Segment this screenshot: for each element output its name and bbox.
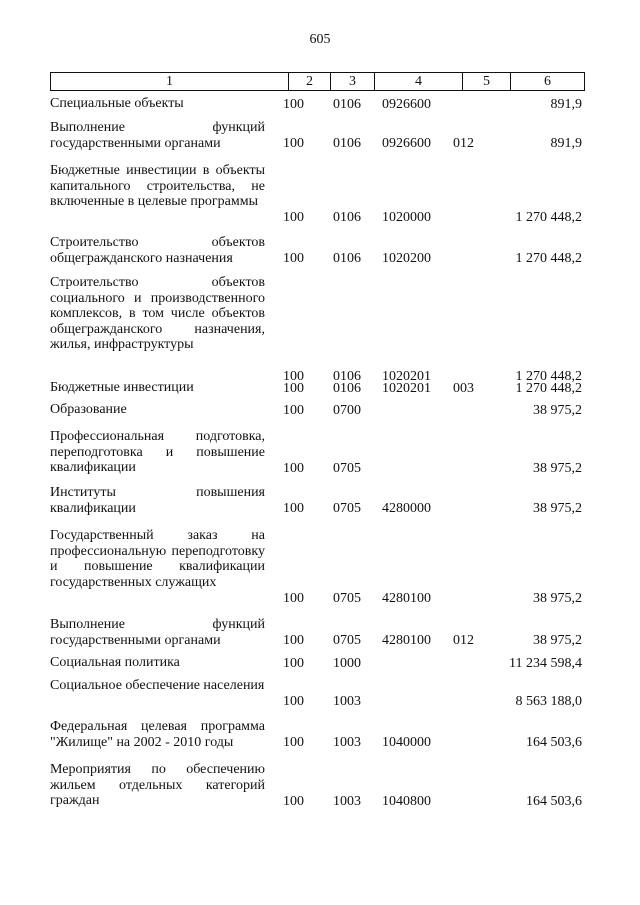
table-row (0, 380, 640, 396)
row-col-2: 100 (283, 250, 304, 266)
row-col-2: 100 (283, 632, 304, 648)
row-col-4: 1020201 (382, 380, 431, 396)
row-col-3: 0705 (333, 590, 361, 606)
row-col-6: 164 503,6 (526, 734, 582, 750)
row-col-3: 0705 (333, 632, 361, 648)
row-col-6: 38 975,2 (533, 460, 582, 476)
row-col-6: 1 270 448,2 (515, 250, 582, 266)
row-col-2: 100 (283, 402, 304, 418)
row-col-5: 012 (453, 632, 474, 648)
row-name: Институты повышения квалификации (50, 485, 265, 516)
header-col-3: 3 (349, 74, 356, 89)
row-col-3: 0106 (333, 209, 361, 225)
row-col-4: 4280100 (382, 590, 431, 606)
row-col-2: 100 (283, 380, 304, 396)
table-row (0, 163, 640, 225)
row-col-2: 100 (283, 96, 304, 112)
row-name: Выполнение функций государственными органами (50, 617, 265, 648)
row-col-4: 0926600 (382, 96, 431, 112)
row-col-3: 0106 (333, 380, 361, 396)
row-col-6: 164 503,6 (526, 793, 582, 809)
table-row (0, 528, 640, 606)
row-col-4: 4280000 (382, 500, 431, 516)
row-name: Специальные объекты (50, 96, 184, 111)
row-name: Государственный заказ на профессиональную переподготовку и повышение квалификации государственных служащих (50, 528, 265, 590)
row-name: Мероприятия по обеспечению жильем отдельных категорий граждан (50, 762, 265, 808)
row-col-2: 100 (283, 209, 304, 225)
row-col-4: 4280100 (382, 632, 431, 648)
row-col-6: 1 270 448,2 (515, 209, 582, 225)
row-col-3: 0106 (333, 250, 361, 266)
row-col-3: 0705 (333, 500, 361, 516)
row-col-2: 100 (283, 734, 304, 750)
table-row (0, 762, 640, 809)
row-col-3: 0705 (333, 460, 361, 476)
row-name: Федеральная целевая программа "Жилище" на 2002 - 2010 годы (50, 719, 265, 750)
row-col-6: 8 563 188,0 (515, 693, 582, 709)
row-col-2: 100 (283, 500, 304, 516)
page-number: 605 (309, 32, 331, 47)
table-row (0, 235, 640, 266)
row-col-2: 100 (283, 460, 304, 476)
row-col-4: 0926600 (382, 135, 431, 151)
row-col-2: 100 (283, 793, 304, 809)
row-col-6: 38 975,2 (533, 402, 582, 418)
row-col-6: 1 270 448,2 (515, 380, 582, 396)
row-col-6: 891,9 (550, 96, 582, 112)
row-name: Профессиональная подготовка, переподготовка и повышение квалификации (50, 429, 265, 475)
row-col-6: 11 234 598,4 (509, 655, 582, 671)
row-name: Выполнение функций государственными органами (50, 120, 265, 151)
row-name: Социальная политика (50, 655, 180, 670)
table-row (0, 617, 640, 648)
row-col-2: 100 (283, 590, 304, 606)
row-name: Строительство объектов социального и производственного комплексов, в том числе объектов общегражданского назначения, жилья, инфраструктуры (50, 275, 265, 352)
row-col-3: 0106 (333, 96, 361, 112)
table-row (0, 96, 640, 112)
header-col-1: 1 (166, 74, 173, 89)
row-col-3: 0106 (333, 135, 361, 151)
row-col-4: 1020201 (382, 368, 431, 384)
row-col-3: 1003 (333, 693, 361, 709)
row-col-3: 1000 (333, 655, 361, 671)
row-name: Образование (50, 402, 127, 417)
row-col-6: 38 975,2 (533, 632, 582, 648)
header-col-4: 4 (415, 74, 422, 89)
row-name: Социальное обеспечение населения (50, 678, 265, 693)
row-col-4: 1040000 (382, 734, 431, 750)
row-col-5: 003 (453, 380, 474, 396)
row-col-6: 1 270 448,2 (515, 368, 582, 384)
table-row (0, 429, 640, 476)
header-col-6: 6 (544, 74, 551, 89)
row-col-6: 38 975,2 (533, 500, 582, 516)
header-col-5: 5 (483, 74, 490, 89)
row-col-3: 0106 (333, 368, 361, 384)
row-name: Бюджетные инвестиции в объекты капитального строительства, не включенные в целевые программы (50, 163, 265, 209)
table-row (0, 120, 640, 151)
table-row (0, 402, 640, 418)
row-col-4: 1020000 (382, 209, 431, 225)
table-row (0, 275, 640, 384)
row-col-6: 891,9 (550, 135, 582, 151)
row-col-3: 1003 (333, 793, 361, 809)
table-row (0, 655, 640, 671)
table-header (50, 72, 585, 91)
row-col-5: 012 (453, 135, 474, 151)
row-name: Бюджетные инвестиции (50, 380, 194, 395)
table-row (0, 485, 640, 516)
row-col-2: 100 (283, 135, 304, 151)
row-col-2: 100 (283, 693, 304, 709)
row-col-2: 100 (283, 655, 304, 671)
table-row (0, 678, 640, 709)
table-row (0, 719, 640, 750)
row-name: Строительство объектов общегражданского назначения (50, 235, 265, 266)
row-col-6: 38 975,2 (533, 590, 582, 606)
header-col-2: 2 (306, 74, 313, 89)
row-col-3: 0700 (333, 402, 361, 418)
row-col-4: 1020200 (382, 250, 431, 266)
row-col-2: 100 (283, 368, 304, 384)
row-col-4: 1040800 (382, 793, 431, 809)
row-col-3: 1003 (333, 734, 361, 750)
